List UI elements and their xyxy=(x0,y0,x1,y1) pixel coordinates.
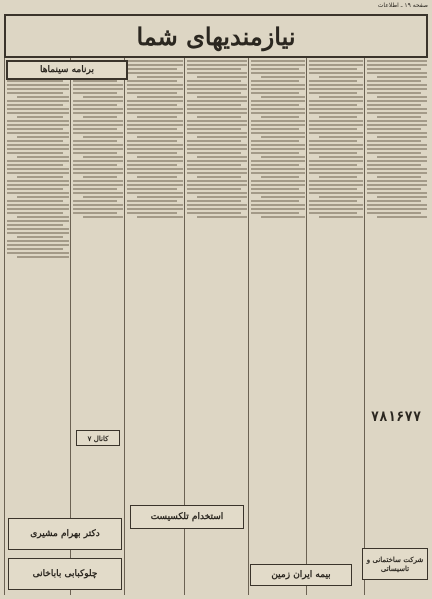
restaurant-ad-label: چلوکبابی باباخانی xyxy=(32,569,98,579)
cinema-heading-label: برنامه سینماها xyxy=(40,65,94,75)
column-1 xyxy=(4,58,71,595)
column-7 xyxy=(364,58,429,595)
telex-ad xyxy=(130,505,244,529)
text-lines xyxy=(309,58,363,595)
channel-box-label: کانال ۷ xyxy=(87,433,109,443)
text-lines xyxy=(251,58,305,595)
phone-number-text: ۷۸۱۶۷۷ xyxy=(370,409,422,425)
restaurant-ad xyxy=(8,558,122,590)
construction-ad xyxy=(362,548,428,580)
text-lines xyxy=(73,58,123,595)
column-2 xyxy=(70,58,125,595)
column-5 xyxy=(248,58,307,595)
masthead xyxy=(4,14,428,58)
phone-number xyxy=(366,408,426,426)
channel-box xyxy=(76,430,120,446)
telex-ad-label: استخدام تلکسیست xyxy=(150,512,224,522)
masthead-title: نیازمندیهای شما xyxy=(136,21,296,51)
insurance-ad-label: بیمه ایران زمین xyxy=(271,570,331,580)
clinic-ad xyxy=(8,518,122,550)
page-header: صفحه ۱۹ ـ اطلاعات xyxy=(377,2,428,9)
column-6 xyxy=(306,58,365,595)
clinic-ad-label: دکتر بهرام مشیری xyxy=(30,529,100,539)
insurance-ad xyxy=(250,564,352,586)
construction-ad-label: شرکت ساختمانی و تاسیساتی xyxy=(366,555,424,573)
cinema-heading xyxy=(6,60,128,80)
text-lines xyxy=(7,58,69,595)
text-lines xyxy=(367,58,427,595)
